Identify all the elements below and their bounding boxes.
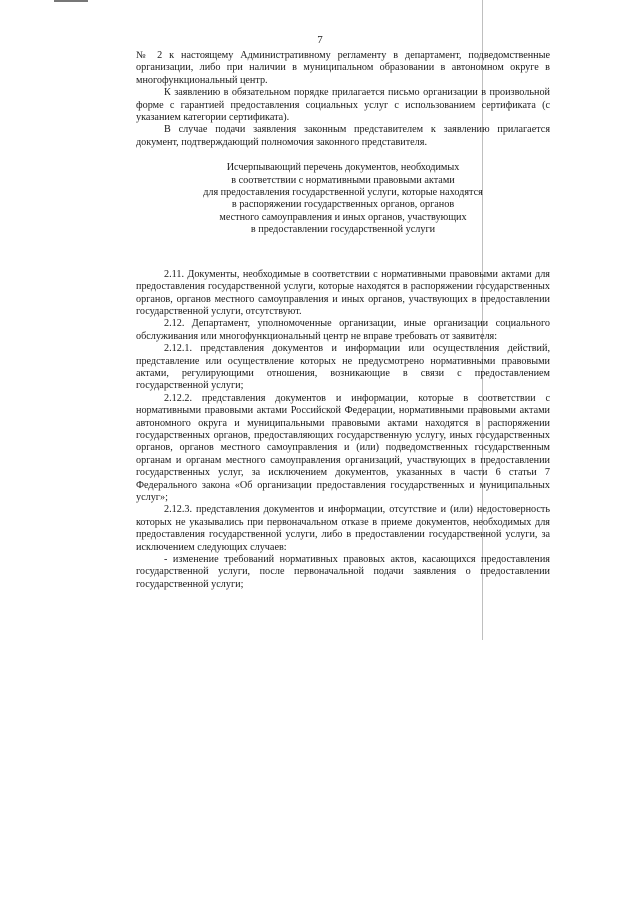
- paragraph-2-12-1: 2.12.1. представления документов и информации или осуществления действий, представление или осуществление которых не предусмотрено нормативными правовыми актами, регулирующими отношения, возникающие в связи с предоставлением государственной услуги;: [136, 343, 550, 392]
- paragraph-2-12: 2.12. Департамент, уполномоченные организации, иные организации социального обслуживания или многофункциональный центр не вправе требовать от заявителя:: [136, 318, 550, 342]
- paragraph-letter-requirement: К заявлению в обязательном порядке прилагается письмо организации в произвольной форме с гарантией предоставления социальных услуг с использованием сертификата (с указанием категории сертификата).: [136, 87, 550, 124]
- heading-line: местного самоуправления и иных органов, участвующих: [219, 211, 467, 223]
- paragraph-list-item: - изменение требований нормативных правовых актов, касающихся предоставления государственной услуги, после первоначальной подачи заявления о предоставлении государственной услуги;: [136, 554, 550, 590]
- document-body: [136, 50, 550, 591]
- page-number: 7: [317, 34, 323, 46]
- paragraph-2-11: 2.11. Документы, необходимые в соответствии с нормативными правовыми актами для предоставления государственной услуги, которые находятся в распоряжении государственных органов, органов местного самоуправления и иных органов, участвующих в предоставлении государственной услуги, отсутствуют.: [136, 268, 550, 317]
- heading-line: в предоставлении государственной услуги: [250, 224, 436, 236]
- heading-line: в соответствии с нормативными правовыми актами: [231, 174, 455, 186]
- heading-line: для предоставления государственной услуги, которые находятся: [203, 187, 483, 199]
- paragraph-2-12-3: 2.12.3. представления документов и информации, отсутствие и (или) недостоверность которых не указывались при первоначальном отказе в приеме документов, необходимых для предоставления государственной услуги, либо в предоставлении государственной услуги, за исключением следующих случаев:: [136, 504, 550, 553]
- paragraph-continuation: № 2 к настоящему Административному регламенту в департамент, подведомственные организации, либо при наличии в муниципальном образовании в автономном округе в многофункциональный центр.: [136, 50, 550, 86]
- section-heading: [136, 162, 550, 236]
- heading-line: Исчерпывающий перечень документов, необходимых: [226, 162, 460, 174]
- heading-line: в распоряжении государственных органов, органов: [231, 199, 455, 211]
- paragraph-legal-representative: В случае подачи заявления законным представителем к заявлению прилагается документ, подтверждающий полномочия законного представителя.: [136, 124, 550, 148]
- spacer: [136, 253, 550, 269]
- paragraph-2-12-2: 2.12.2. представления документов и информации, которые в соответствии с нормативными правовыми актами Российской Федерации, нормативными правовыми актами автономного округа и муниципальными правовыми актами находятся в распоряжении государственных органов, предоставляющих государственную услугу, иных государственных органов, органов местного самоуправления и (или) подведомственных государственным органам и органам местного самоуправления организаций, участвующих в предоставлении государственных услуг, за исключением документов, указанных в части 6 статьи 7 Федерального закона «Об организации предоставления государственных и муниципальных услуг»;: [136, 392, 550, 503]
- scan-corner-mark: [54, 0, 88, 2]
